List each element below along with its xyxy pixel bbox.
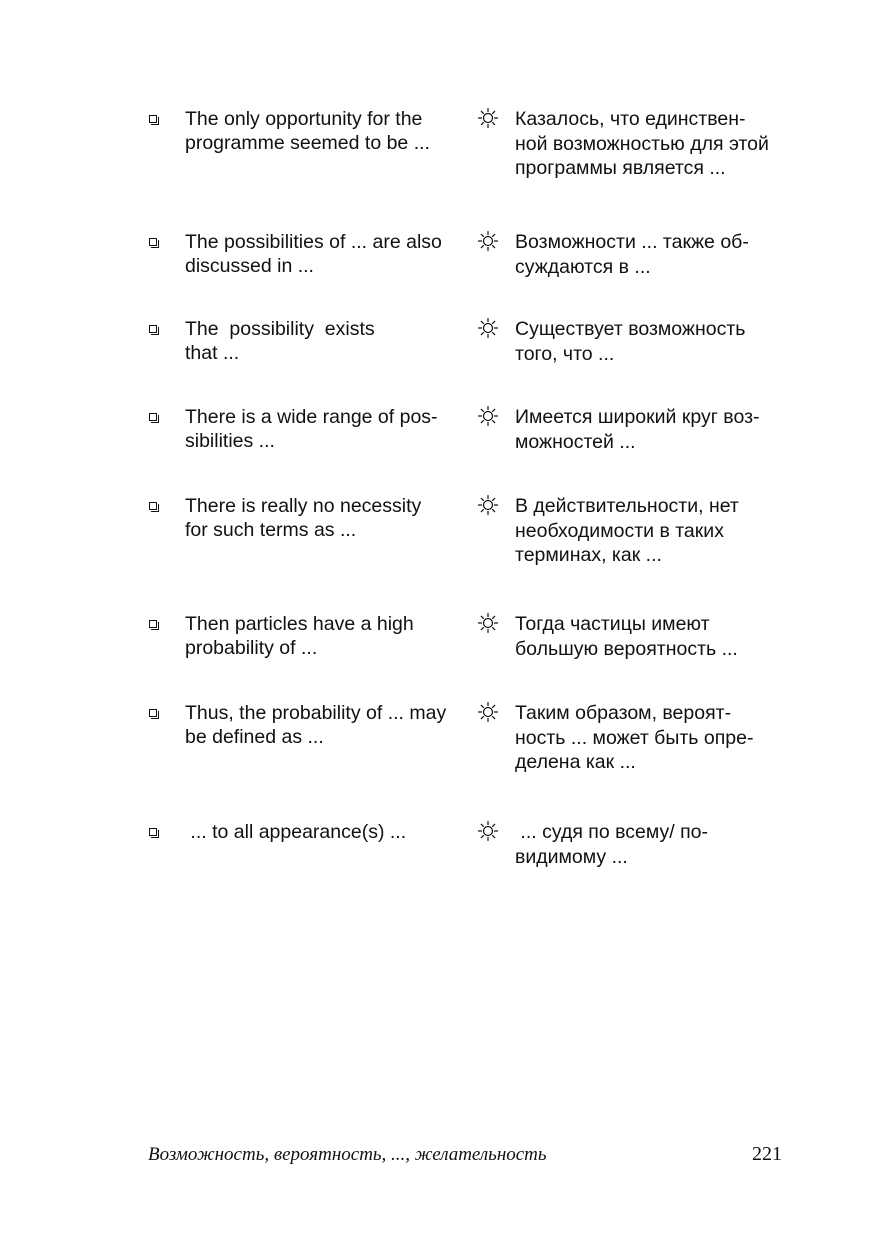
- russian-translation: Существует возможность того, что ...: [515, 318, 746, 365]
- russian-translation: Таким образом, вероят- ность ... может быть опре- делена как ...: [515, 702, 754, 773]
- running-footer-title: Возможность, вероятность, ..., желательность: [148, 1144, 547, 1165]
- checkbox-square-icon: [149, 325, 157, 333]
- english-phrase: There is really no necessity for such terms as ...: [185, 495, 422, 541]
- english-phrase: The possibility exists that ...: [185, 318, 375, 364]
- english-phrase: There is a wide range of pos- sibilities ...: [185, 406, 438, 452]
- checkbox-square-icon: [149, 620, 157, 628]
- russian-translation: Имеется широкий круг воз- можностей ...: [515, 406, 760, 453]
- checkbox-square-icon: [149, 709, 157, 717]
- russian-translation: Казалось, что единствен- ной возможностью для этой программы является ...: [515, 108, 769, 179]
- sun-icon: [477, 405, 499, 427]
- english-phrase: Thus, the probability of ... may be defined as ...: [185, 702, 447, 748]
- checkbox-square-icon: [149, 502, 157, 510]
- checkbox-square-icon: [149, 238, 157, 246]
- checkbox-square-icon: [149, 828, 157, 836]
- english-phrase: Then particles have a high probability of ...: [185, 613, 414, 659]
- page-number: 221: [752, 1143, 782, 1165]
- sun-icon: [477, 820, 499, 842]
- russian-translation: Возможности ... также об- суждаются в ...: [515, 231, 749, 278]
- russian-translation: ... судя по всему/ по- видимому ...: [515, 821, 708, 868]
- sun-icon: [477, 612, 499, 634]
- russian-translation: В действительности, нет необходимости в таких терминах, как ...: [515, 495, 739, 566]
- checkbox-square-icon: [149, 413, 157, 421]
- english-phrase: The only opportunity for the programme seemed to be ...: [185, 108, 430, 154]
- sun-icon: [477, 230, 499, 252]
- sun-icon: [477, 107, 499, 129]
- english-phrase: The possibilities of ... are also discussed in ...: [185, 231, 442, 277]
- checkbox-square-icon: [149, 115, 157, 123]
- russian-translation: Тогда частицы имеют большую вероятность ...: [515, 613, 738, 660]
- sun-icon: [477, 494, 499, 516]
- english-phrase: ... to all appearance(s) ...: [185, 821, 407, 843]
- sun-icon: [477, 701, 499, 723]
- sun-icon: [477, 317, 499, 339]
